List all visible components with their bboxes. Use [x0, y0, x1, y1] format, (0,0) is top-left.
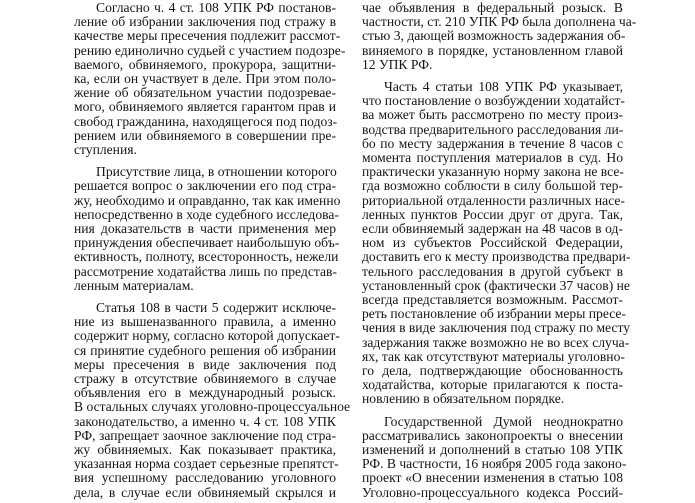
text-line: мого, обвиняемого является гарантом прав и: [74, 99, 336, 115]
text-line: доставить его к месту производства предвари-: [362, 249, 631, 265]
text-line: содержит норму, согласно которой допускает-: [74, 328, 340, 344]
text-line: установленный срок (фактически 37 часов) не: [362, 277, 630, 293]
text-line: указанная норма создает серьезные препятст-: [74, 456, 339, 472]
text-line: вия успешному расследованию уголовного: [74, 470, 336, 486]
text-line: объявления его в международный розыск.: [74, 385, 336, 401]
text-line: Статья 108 в части 5 содержит исключе-: [96, 300, 336, 315]
text-line: ном из субъектов Российской Федерации,: [362, 235, 623, 251]
text-line: ние из вышеназванного правила, а именно: [74, 314, 336, 330]
text-line: рассматривались законопроекты о внесении: [362, 427, 623, 443]
text-line: ся принятие судебного решения об избрании: [74, 342, 336, 358]
text-line: что постановление о возбуждении ходатайст-: [362, 93, 625, 109]
text-line: законодательство, а именно ч. 4 ст. 108 УПК: [74, 413, 336, 429]
text-line: рению единолично судьей с участием подозре-: [74, 42, 346, 58]
text-line: ваемого, обвиняемого, прокурора, защитни-: [74, 56, 336, 72]
text-line: рением или обвиняемого в совершении пре-: [74, 127, 336, 143]
text-line: Согласно ч. 4 ст. 108 УПК РФ постанов-: [96, 0, 336, 15]
text-line: ния доказательств в части применения мер: [74, 221, 336, 236]
text-line: ях, так как отсутствуют материалы уголовно-: [362, 348, 625, 364]
text-line: стью 3, дающей возможность задержания об-: [362, 28, 626, 44]
text-line: Уголовно-процессуального кодекса Росcий-: [362, 484, 623, 500]
text-line: изменений и дополнений в статью 108 УПК: [362, 442, 623, 457]
text-line: стражу в отсутствие обвиняемого в случае: [74, 371, 336, 386]
text-line: ленных пунктов России друг от друга. Так,: [362, 206, 623, 222]
text-line: жу, необходимо и оправданно, так как именно: [74, 192, 341, 208]
text-line: рассмотрение ходатайства лишь по представ-: [74, 263, 337, 279]
text-line: момента поступления материалов в суд. Но: [362, 150, 623, 165]
text-line: чения в виде заключения под стражу по месту: [362, 320, 631, 336]
text-line: меры пресечения в виде заключения под: [74, 356, 336, 372]
text-line: виняемого в порядке, установленном главой: [362, 42, 623, 58]
text-line: частности, ст. 210 УПК РФ была дополнена ча-: [362, 14, 637, 30]
text-line: РФ. В частности, 16 ноября 2005 года законо-: [362, 456, 627, 472]
text-line: решается вопрос о заключении его под стра-: [74, 178, 336, 194]
text-line: водства предварительного расследования ли-: [362, 121, 624, 137]
text-line: свобод гражданина, находящегося под подоз-: [74, 113, 338, 129]
text-line: Часть 4 статьи 108 УПК РФ указывает,: [384, 79, 623, 94]
text-line: ступления.: [74, 142, 137, 157]
text-line: всегда представляется возможным. Рассмот-: [362, 292, 623, 307]
text-line: ходатайства, которые прилагаются к поста-: [362, 377, 623, 393]
text-line: принуждения обеспечивает наибольшую объ-: [74, 235, 340, 251]
text-line: бо по месту задержания в течение 8 часов с: [362, 135, 623, 151]
text-line: Государственной Думой неоднократно: [384, 413, 623, 429]
text-line: гда возможно соблюсти в силу большой тер-: [362, 178, 623, 194]
text-line: ка, если он участвует в деле. При этом поло-: [74, 71, 336, 86]
text-line: тельного расследования в другой субъект в: [362, 263, 623, 279]
text-line: дела, в случае если обвиняемый скрылся и: [74, 484, 336, 500]
text-line: проект «О внесении изменения в статью 108: [362, 470, 623, 486]
text-line: го дела, подтверждающие обоснованность: [362, 363, 623, 378]
text-line: Присутствие лица, в отношении которого: [96, 164, 337, 180]
text-line: ленным материалам.: [74, 277, 194, 293]
text-line: ление об избрании заключения под стражу в: [74, 14, 336, 30]
text-line: реть постановление об избрании меры пресе-: [362, 306, 626, 322]
text-line: если обвиняемый задержан на 48 часов в од-: [362, 221, 623, 236]
text-line: ективность, полноту, всесторонность, нежели: [74, 249, 339, 265]
text-line: риториальной отдаленности различных насе-: [362, 192, 625, 208]
text-line: жу обвиняемых. Как показывает практика,: [74, 442, 336, 457]
text-line: чае объявления в федеральный розыск. В: [362, 0, 623, 15]
text-line: новлению в обязательном порядке.: [362, 391, 565, 407]
text-line: качестве меры пресечения подлежит рассмот-: [74, 28, 341, 44]
text-line: 12 УПК РФ.: [362, 56, 433, 72]
text-line: задержания также возможно не во всех случа-: [362, 334, 630, 350]
text-line: ва может быть рассмотрено по месту произ-: [362, 107, 623, 123]
text-line: В остальных случаях уголовно-процессуальное: [74, 399, 351, 415]
text-line: жение об обязательном участии подозревае-: [74, 85, 336, 101]
text-line: непосредственно в ходе судебного исследова-: [74, 206, 339, 222]
text-line: РФ, запрещает заочное заключение под стра-: [74, 427, 336, 443]
text-line: практически указанную норму закона не все-: [362, 164, 624, 180]
